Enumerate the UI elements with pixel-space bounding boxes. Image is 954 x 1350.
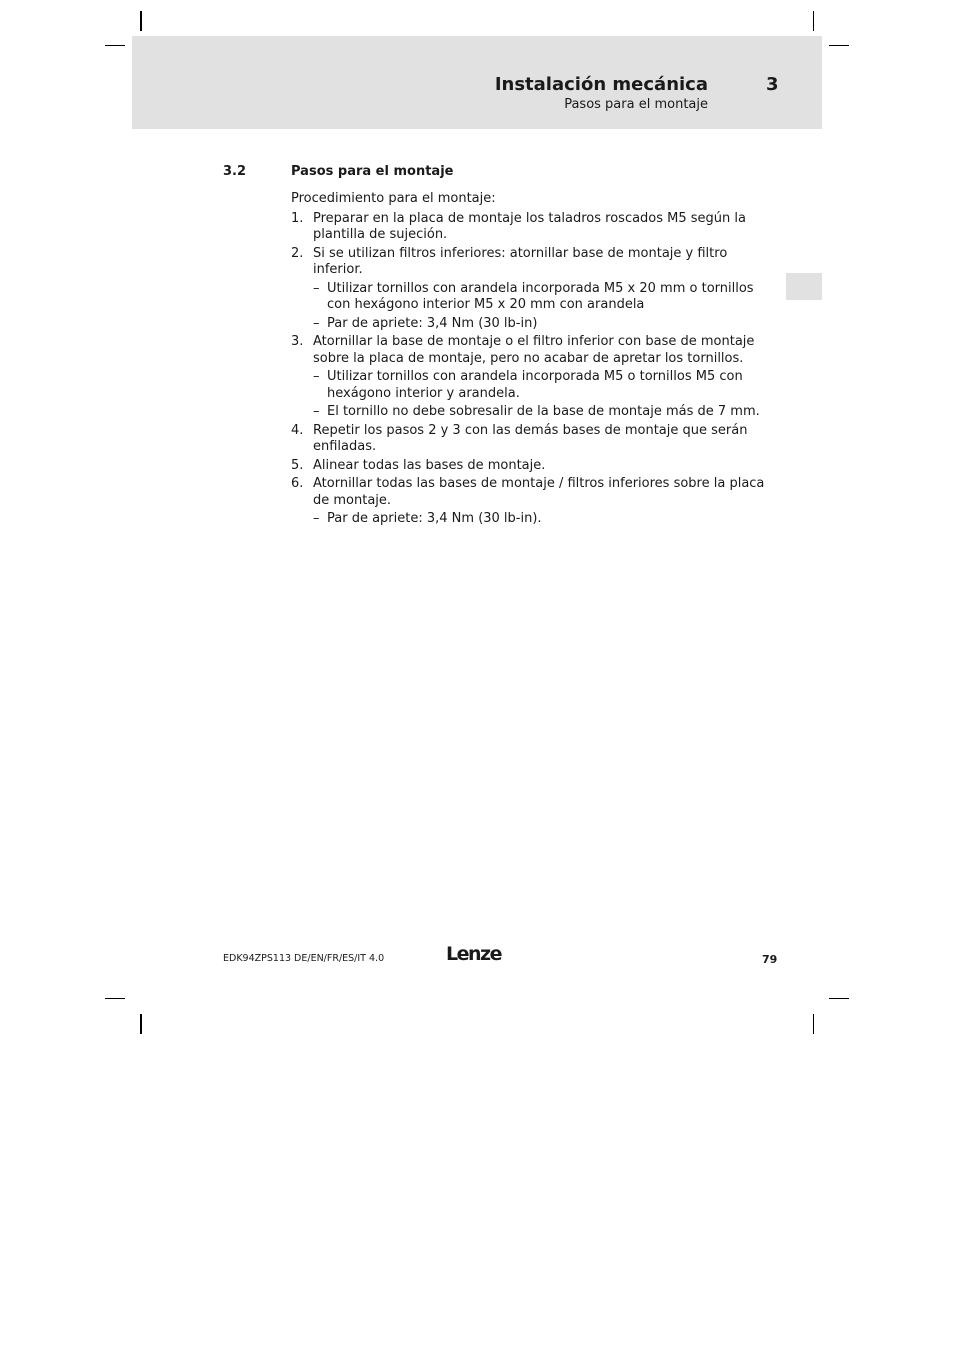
lenze-logo: Lenze [446,943,501,965]
step-item [291,458,781,475]
section-number: 3.2 [223,164,247,179]
step-text: Preparar en la placa de montaje los taladros roscados M5 según la plantilla de sujeción. [313,210,746,242]
step-item [291,476,781,528]
step-text: Alinear todas las bases de montaje. [313,457,546,473]
step-text: Atornillar todas las bases de montaje / filtros inferiores sobre la placa de montaje. [313,476,765,508]
page-number: 79 [762,953,778,966]
step-item [291,423,781,456]
step-number: 3. [291,334,304,349]
sub-list [313,511,781,528]
step-number: 4. [291,422,304,438]
crop-mark [105,998,125,999]
section-title: Pasos para el montaje [291,164,454,179]
sub-text: Par de apriete: 3,4 Nm (30 lb-in). [327,511,542,526]
chapter-number: 3 [766,74,779,95]
sub-text: Utilizar tornillos con arandela incorporada M5 x 20 mm o tornillos con hexágono interior M5 x 20 mm con arandela [327,280,754,312]
step-number: 6. [291,476,304,491]
step-item [291,211,781,244]
intro-text: Procedimiento para el montaje: [291,191,496,206]
step-number: 1. [291,210,304,226]
sub-item [313,511,781,528]
sub-item [313,281,781,314]
step-text: Atornillar la base de montaje o el filtro inferior con base de montaje sobre la placa de montaje, pero no acabar de apretar los tornillos. [313,334,755,366]
step-number: 5. [291,457,304,473]
crop-mark [813,1014,814,1034]
sub-list [313,281,781,333]
crop-mark [829,998,849,999]
step-number: 2. [291,245,304,261]
chapter-subtitle: Pasos para el montaje [564,97,708,112]
sub-text: El tornillo no debe sobresalir de la base de montaje más de 7 mm. [327,404,760,419]
sub-item [313,404,781,421]
sub-item [313,316,781,333]
crop-mark [140,1014,142,1034]
step-item [291,246,781,333]
sub-text: Utilizar tornillos con arandela incorporada M5 o tornillos M5 con hexágono interior y arandela. [327,369,743,401]
crop-mark [813,11,814,31]
step-item [291,334,781,421]
steps-list [291,211,781,528]
dash-marker: – [313,280,320,296]
step-text: Si se utilizan filtros inferiores: atornillar base de montaje y filtro inferior. [313,245,728,277]
header-band [132,36,822,129]
dash-marker: – [313,404,320,419]
document-reference: EDK94ZPS113 DE/EN/FR/ES/IT 4.0 [223,953,385,964]
dash-marker: – [313,369,320,384]
sub-list [313,369,781,421]
section-body [291,191,781,530]
crop-mark [829,45,849,46]
sub-text: Par de apriete: 3,4 Nm (30 lb-in) [327,315,538,331]
dash-marker: – [313,315,320,331]
chapter-title: Instalación mecánica [494,74,708,95]
sub-item [313,369,781,402]
step-text: Repetir los pasos 2 y 3 con las demás bases de montaje que serán enfiladas. [313,422,748,454]
crop-mark [140,11,142,31]
dash-marker: – [313,511,320,526]
chapter-side-tab [786,273,822,300]
crop-mark [105,45,125,46]
